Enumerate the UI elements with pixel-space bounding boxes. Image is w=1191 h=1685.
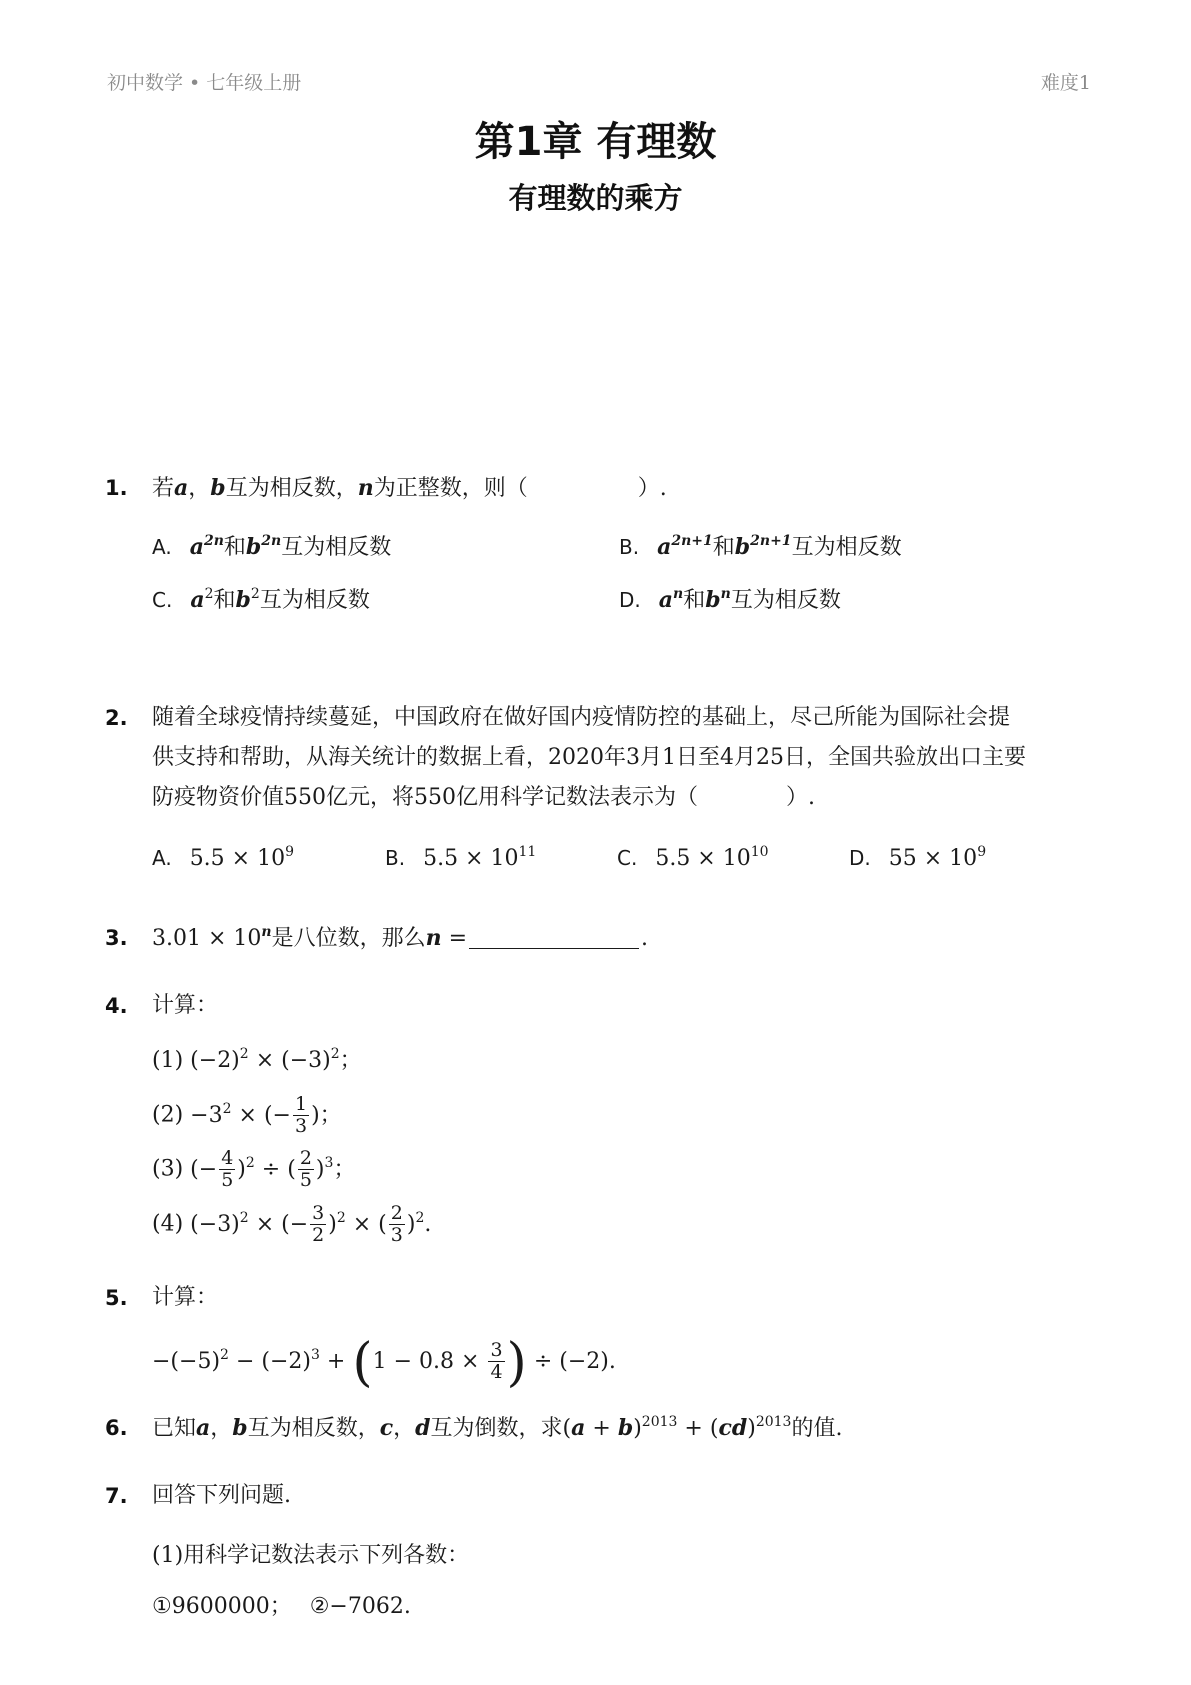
q2-line-1: 随着全球疫情持续蔓延，中国政府在做好国内疫情防控的基础上，尽己所能为国际社会提: [152, 705, 1011, 730]
q2-option-a[interactable]: A. $5.5 \times 10^9$: [152, 844, 295, 871]
q6-number: 6.: [105, 1416, 128, 1440]
q1-option-a[interactable]: A. $a^{2n}$和$b^{2n}$互为相反数: [152, 533, 392, 560]
q2-option-c[interactable]: C. $5.5 \times 10^{10}$: [617, 844, 769, 871]
q7-numbers: ①9600000； ②−7062.: [152, 1594, 411, 1619]
q1-stem: 若a，b互为相反数，n为正整数，则（ ）.: [152, 475, 667, 501]
q7-sub-1: (1)用科学记数法表示下列各数：: [152, 1543, 470, 1568]
section-subtitle: 有理数的乘方: [508, 181, 683, 215]
q4-part-4: (4) $(-3)^2$ × (− $\frac{3}{2}$ )$^2$ × ( $\frac{2}{3}$ )$^2$.: [152, 1202, 432, 1246]
q2-option-b[interactable]: B. $5.5 \times 10^{11}$: [385, 844, 537, 871]
q6-stem: 已知a，b互为相反数，c，d互为倒数，求$(a + b)^{2013} + (cd)^{2013}$的值.: [152, 1414, 843, 1441]
q5-stem: 计算：: [152, 1285, 219, 1310]
q4-part-2: $(2) -3^2$ × (− $\frac{1}{3}$ )；: [152, 1093, 342, 1137]
q2-line-3: 防疫物资价值550亿元，将550亿用科学记数法表示为（ ）.: [152, 785, 815, 810]
header-left: 初中数学 • 七年级上册: [107, 72, 302, 94]
q5-number: 5.: [105, 1286, 128, 1310]
q4-stem: 计算：: [152, 993, 219, 1018]
q1-option-c[interactable]: C. $a^2$和$b^2$互为相反数: [152, 586, 370, 613]
q3-number: 3.: [105, 926, 128, 950]
q3-stem: $3.01 \times 10^n$是八位数，那么n = .: [152, 924, 649, 951]
q2-option-d[interactable]: D. $55 \times 10^9$: [849, 844, 987, 871]
q5-expression: $-(-5)^2 - (-2)^3 + (1 - 0.8$ × $\frac{3}{4}$ ) ÷ (−2).: [152, 1332, 616, 1393]
header-right: 难度1: [1040, 72, 1091, 94]
q2-line-2: 供支持和帮助，从海关统计的数据上看，2020年3月1日至4月25日，全国共验放出口主要: [152, 745, 1026, 770]
q4-part-3: (3) (− $\frac{4}{5}$ )$^2$ ÷ ( $\frac{2}{5}$ )$^3$；: [152, 1147, 356, 1191]
q2-number: 2.: [105, 706, 128, 730]
q4-part-1: (1) $(-2)^2 \times (-3)^2$；: [152, 1046, 362, 1073]
chapter-title: 第1章 有理数: [474, 119, 717, 165]
q7-stem: 回答下列问题.: [152, 1483, 291, 1508]
q1-option-d[interactable]: D. $a^n$和$b^n$互为相反数: [619, 586, 841, 613]
q3-answer-blank[interactable]: [469, 927, 639, 949]
q1-number: 1.: [105, 476, 128, 500]
q7-number: 7.: [105, 1484, 128, 1508]
q4-number: 4.: [105, 994, 128, 1018]
q1-option-b[interactable]: B. $a^{2n+1}$和$b^{2n+1}$互为相反数: [619, 533, 902, 560]
